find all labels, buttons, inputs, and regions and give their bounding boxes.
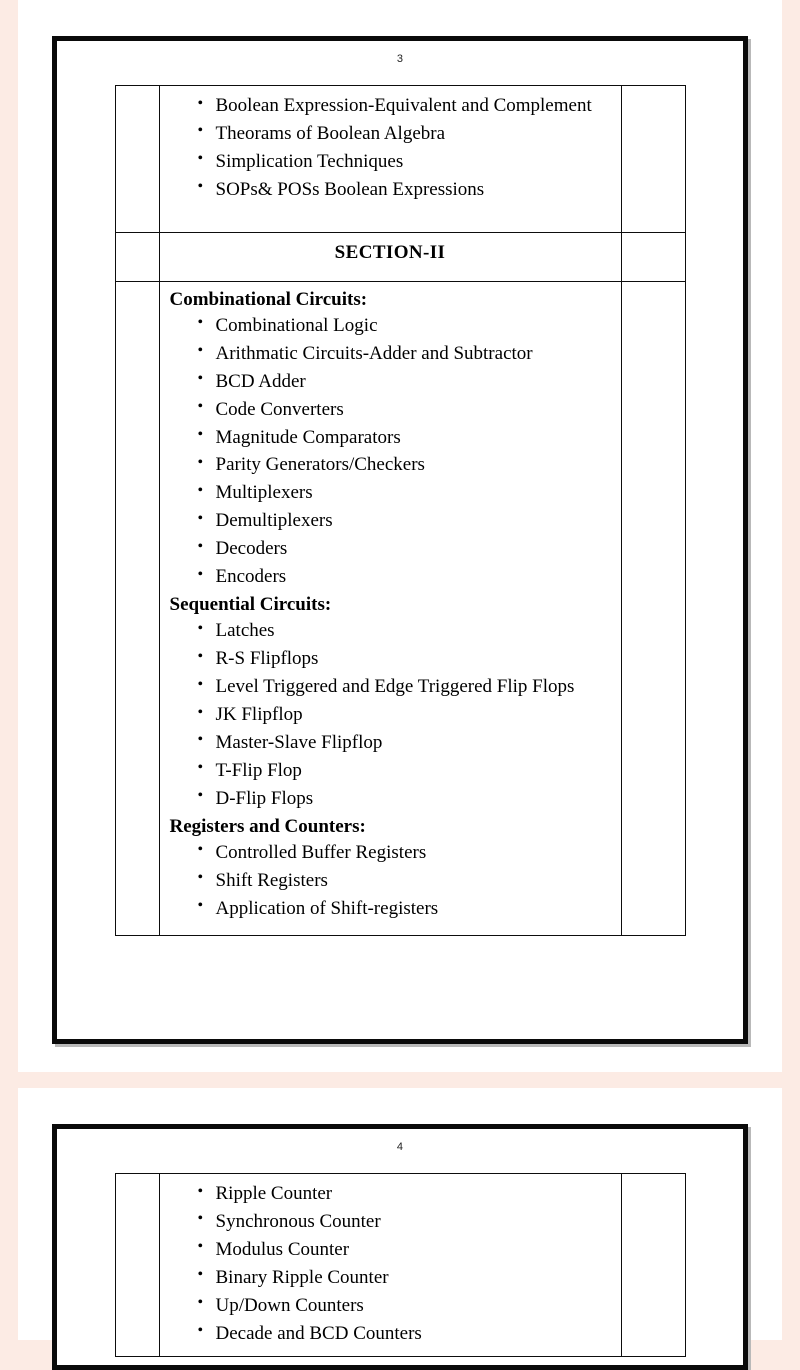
list-item: • Code Converters: [168, 396, 613, 424]
table-cell-content: [159, 281, 621, 935]
list-item: • Latches: [168, 617, 613, 645]
table-cell-index: [115, 86, 159, 233]
table-cell-content: [159, 86, 621, 233]
list-item: • Up/Down Counters: [168, 1292, 613, 1320]
topic-list-sequential: [168, 617, 613, 812]
table-cell-index: [115, 232, 159, 281]
list-item: • Controlled Buffer Registers: [168, 839, 613, 867]
page-border-frame-3: [52, 36, 748, 1044]
list-item: • Parity Generators/Checkers: [168, 451, 613, 479]
list-item: • Magnitude Comparators: [168, 424, 613, 452]
table-row: [115, 1174, 685, 1357]
group-heading-sequential-circuits: Sequential Circuits:: [169, 594, 332, 616]
table-cell-index: [115, 281, 159, 935]
page-separator-gap: [0, 1072, 800, 1088]
document-page-3: [18, 0, 782, 1072]
list-item: • Master-Slave Flipflop: [168, 729, 613, 757]
list-item: • Decade and BCD Counters: [168, 1320, 613, 1348]
list-item: • Multiplexers: [168, 479, 613, 507]
section-heading: SECTION-II: [334, 241, 446, 263]
syllabus-table-page-3: [115, 85, 686, 936]
table-cell-content: [159, 1174, 621, 1357]
list-item: • Arithmatic Circuits-Adder and Subtractor: [168, 340, 613, 368]
list-item: • Encoders: [168, 563, 613, 591]
topic-list-counters: [168, 1180, 613, 1348]
list-item: • Demultiplexers: [168, 507, 613, 535]
list-item: • R-S Flipflops: [168, 645, 613, 673]
list-item: • Simplication Techniques: [168, 148, 613, 176]
group-heading-registers-and-counters: Registers and Counters:: [169, 815, 366, 837]
list-item: • BCD Adder: [168, 368, 613, 396]
syllabus-table-page-4: [115, 1173, 686, 1357]
page-number-4: 4: [396, 1141, 404, 1153]
list-item: • Boolean Expression-Equivalent and Complement: [168, 92, 613, 120]
topic-list-registers: [168, 839, 613, 923]
list-item: • D-Flip Flops: [168, 785, 613, 813]
group-heading-combinational-circuits: Combinational Circuits:: [169, 288, 368, 310]
page-number-3: 3: [396, 53, 404, 65]
list-item: • Modulus Counter: [168, 1236, 613, 1264]
table-cell-index: [115, 1174, 159, 1357]
page-border-frame-4: [52, 1124, 748, 1370]
list-item: • JK Flipflop: [168, 701, 613, 729]
list-item: • Level Triggered and Edge Triggered Flip Flops: [168, 673, 613, 701]
list-item: • T-Flip Flop: [168, 757, 613, 785]
list-item: • Synchronous Counter: [168, 1208, 613, 1236]
table-cell-hours: [621, 1174, 685, 1357]
table-row-section: [115, 232, 685, 281]
table-cell-section-title: [159, 232, 621, 281]
topic-list-combinational: [168, 312, 613, 591]
list-item: • Binary Ripple Counter: [168, 1264, 613, 1292]
list-item: • Ripple Counter: [168, 1180, 613, 1208]
table-row: [115, 86, 685, 233]
table-cell-hours: [621, 232, 685, 281]
table-cell-hours: [621, 86, 685, 233]
table-row: [115, 281, 685, 935]
topic-list: [168, 92, 613, 204]
list-item: • Shift Registers: [168, 867, 613, 895]
table-cell-hours: [621, 281, 685, 935]
list-item: • SOPs& POSs Boolean Expressions: [168, 176, 613, 204]
list-item: • Decoders: [168, 535, 613, 563]
list-item: • Application of Shift-registers: [168, 895, 613, 923]
document-page-4: [18, 1088, 782, 1344]
list-item: • Theorams of Boolean Algebra: [168, 120, 613, 148]
list-item: • Combinational Logic: [168, 312, 613, 340]
